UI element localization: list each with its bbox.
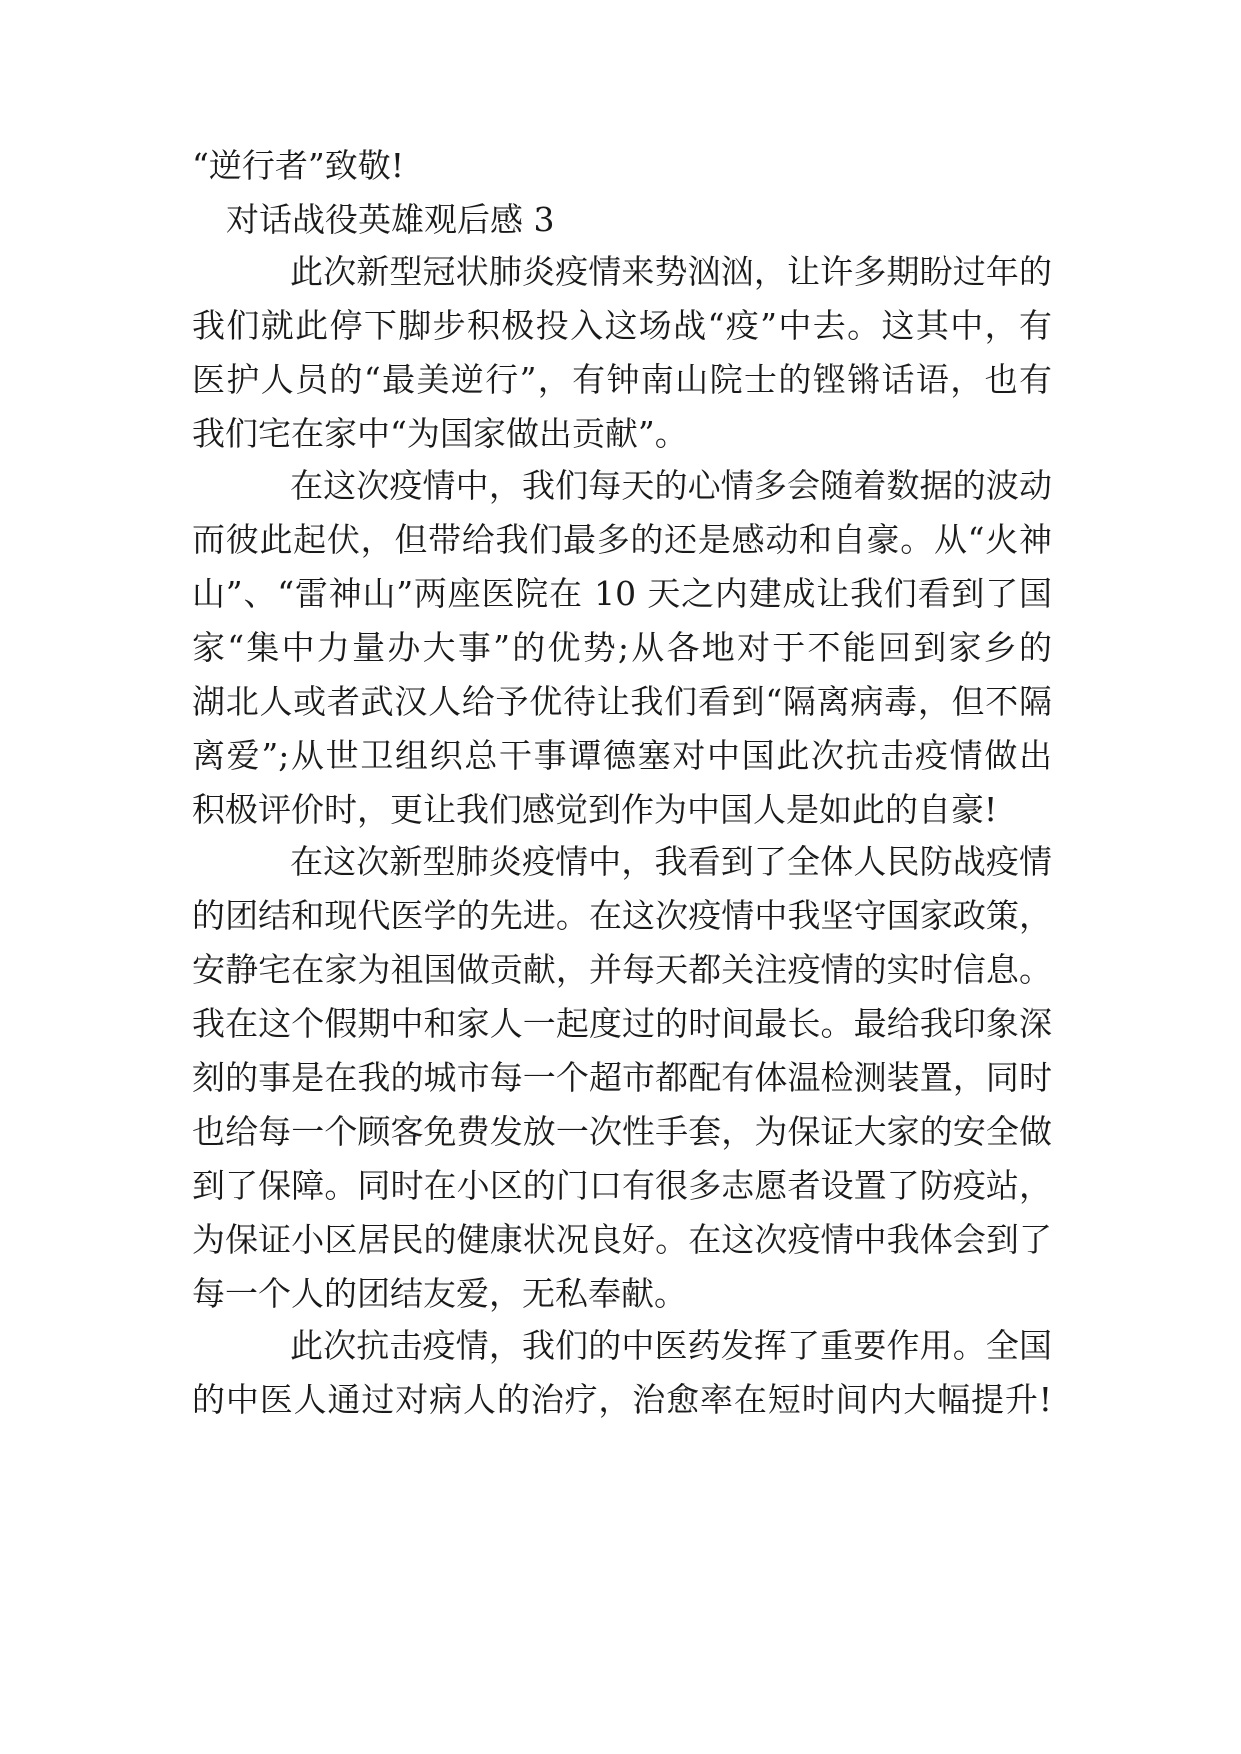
paragraph-line: 安静宅在家为祖国做贡献，并每天都关注疫情的实时信息。 bbox=[192, 950, 1052, 989]
paragraph-line: 积极评价时，更让我们感觉到作为中国人是如此的自豪! bbox=[192, 790, 998, 829]
paragraph-line: 此次抗击疫情，我们的中医药发挥了重要作用。全国 bbox=[290, 1326, 1052, 1365]
paragraph-line: 湖北人或者武汉人给予优待让我们看到“隔离病毒，但不隔 bbox=[192, 682, 1052, 721]
section-heading: 对话战役英雄观后感 3 bbox=[226, 200, 555, 239]
paragraph-line: 的团结和现代医学的先进。在这次疫情中我坚守国家政策， bbox=[192, 896, 1052, 935]
paragraph-line: 我们宅在家中“为国家做出贡献”。 bbox=[192, 414, 688, 453]
paragraph-line: 医护人员的“最美逆行”，有钟南山院士的铿锵话语，也有 bbox=[192, 360, 1052, 399]
paragraph-line: 每一个人的团结友爱，无私奉献。 bbox=[192, 1274, 687, 1313]
paragraph-line: 在这次疫情中，我们每天的心情多会随着数据的波动 bbox=[290, 466, 1052, 505]
paragraph-line: 山”、“雷神山”两座医院在 10 天之内建成让我们看到了国 bbox=[192, 574, 1052, 613]
paragraph-line: 也给每一个顾客免费发放一次性手套，为保证大家的安全做 bbox=[192, 1112, 1052, 1151]
paragraph-line: 为保证小区居民的健康状况良好。在这次疫情中我体会到了 bbox=[192, 1220, 1052, 1259]
paragraph-line: 在这次新型肺炎疫情中，我看到了全体人民防战疫情 bbox=[290, 842, 1052, 881]
paragraph-line: 而彼此起伏，但带给我们最多的还是感动和自豪。从“火神 bbox=[192, 520, 1052, 559]
paragraph-line: 家“集中力量办大事”的优势;从各地对于不能回到家乡的 bbox=[192, 628, 1052, 667]
paragraph-line: 的中医人通过对病人的治疗，治愈率在短时间内大幅提升! bbox=[192, 1380, 1052, 1419]
paragraph-line: 我在这个假期中和家人一起度过的时间最长。最给我印象深 bbox=[192, 1004, 1052, 1043]
paragraph-line: 离爱”;从世卫组织总干事谭德塞对中国此次抗击疫情做出 bbox=[192, 736, 1052, 775]
paragraph-line: 刻的事是在我的城市每一个超市都配有体温检测装置，同时 bbox=[192, 1058, 1052, 1097]
paragraph-line: 到了保障。同时在小区的门口有很多志愿者设置了防疫站， bbox=[192, 1166, 1052, 1205]
paragraph-line: 我们就此停下脚步积极投入这场战“疫”中去。这其中，有 bbox=[192, 306, 1052, 345]
paragraph-line: 此次新型冠状肺炎疫情来势汹汹，让许多期盼过年的 bbox=[290, 252, 1052, 291]
text-line: “逆行者”致敬! bbox=[192, 146, 405, 185]
